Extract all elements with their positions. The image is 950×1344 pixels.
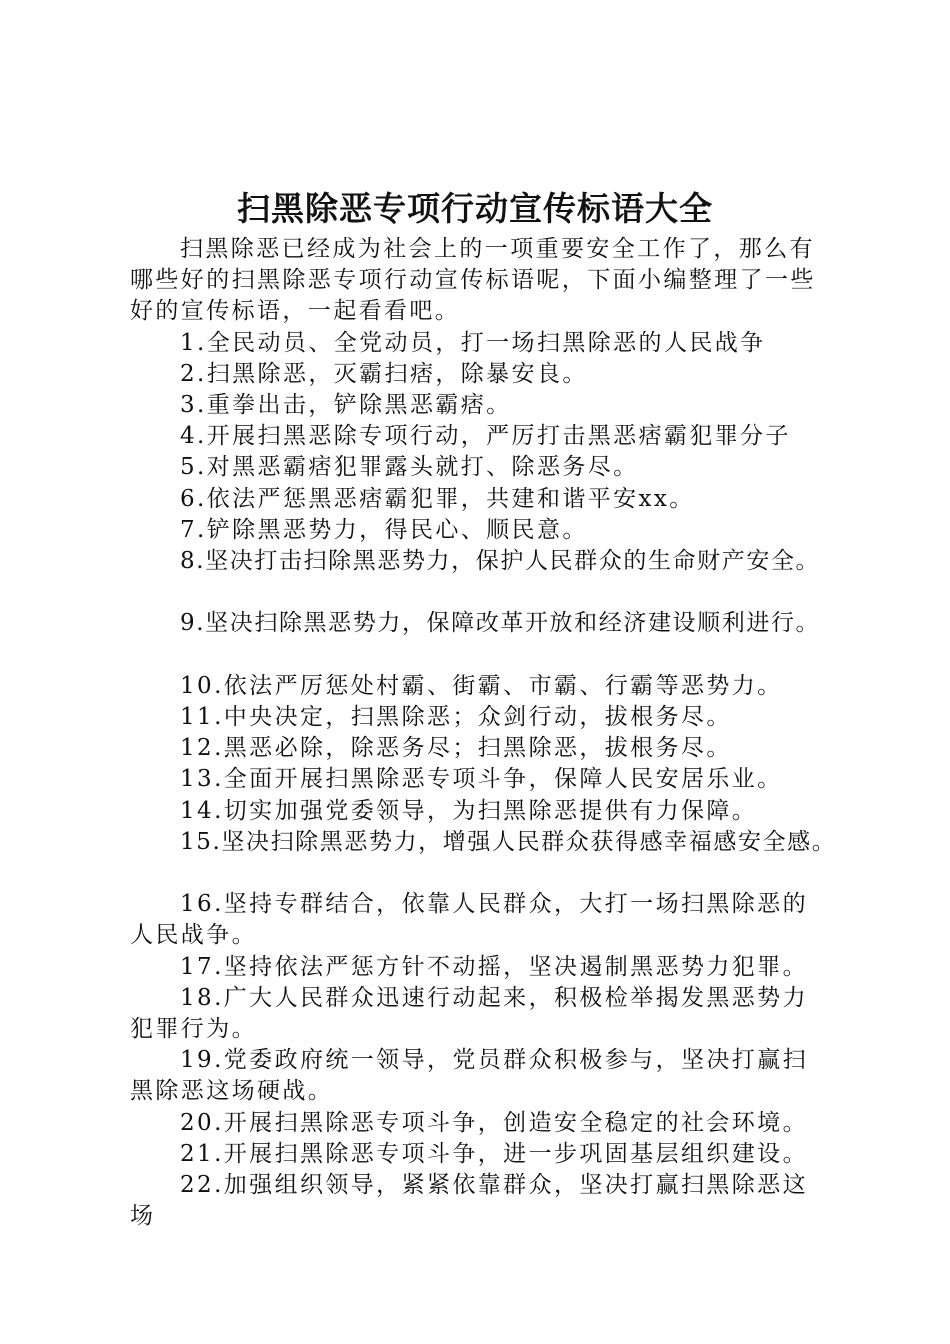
intro-paragraph: 扫黑除恶已经成为社会上的一项重要安全工作了，那么有哪些好的扫黑除恶专项行动宣传标语呢，下面小编整理了一些好的宣传标语，一起看看吧。 [130, 236, 816, 325]
document-title: 扫黑除恶专项行动宣传标语大全 [237, 189, 713, 228]
slogan-item-4: 4.开展扫黑恶除专项行动，严厉打击黑恶痞霸犯罪分子 [180, 423, 791, 450]
slogan-item-6: 6.依法严惩黑恶痞霸犯罪，共建和谐平安xx。 [180, 485, 695, 512]
slogan-item-7: 7.铲除黑恶势力，得民心、顺民意。 [180, 516, 588, 543]
slogan-item-18: 18.广大人民群众迅速行动起来，积极检举揭发黑恶势力犯罪行为。 [130, 984, 808, 1043]
slogan-item-3: 3.重拳出击，铲除黑恶霸痞。 [180, 392, 512, 419]
slogan-item-8: 8.坚决打击扫除黑恶势力，保护人民群众的生命财产安全。 [180, 548, 821, 575]
slogan-item-5: 5.对黑恶霸痞犯罪露头就打、除恶务尽。 [180, 454, 639, 481]
slogan-item-21: 21.开展扫黑除恶专项斗争，进一步巩固基层组织建设。 [180, 1140, 808, 1167]
slogan-item-17: 17.坚持依法严惩方针不动摇，坚决遏制黑恶势力犯罪。 [180, 953, 808, 980]
slogan-item-15: 15.坚决扫除黑恶势力，增强人民群众获得感幸福感安全感。 [180, 828, 837, 855]
slogan-item-1: 1.全民动员、全党动员，打一场扫黑除恶的人民战争 [180, 329, 766, 356]
slogan-item-22: 22.加强组织领导，紧紧依靠群众，坚决打赢扫黑除恶这场 [130, 1172, 808, 1230]
slogan-item-13: 13.全面开展扫黑除恶专项斗争，保障人民安居乐业。 [180, 766, 783, 793]
slogan-item-20: 20.开展扫黑除恶专项斗争，创造安全稳定的社会环境。 [180, 1109, 808, 1136]
slogan-item-14: 14.切实加强党委领导，为扫黑除恶提供有力保障。 [180, 797, 758, 824]
slogan-item-16: 16.坚持专群结合，依靠人民群众，大打一场扫黑除恶的人民战争。 [130, 891, 808, 949]
slogan-item-11: 11.中央决定，扫黑除恶；众剑行动，拔根务尽。 [180, 704, 732, 731]
slogan-item-12: 12.黑恶必除，除恶务尽；扫黑除恶，拔根务尽。 [180, 735, 732, 762]
slogan-item-9: 9.坚决扫除黑恶势力，保障改革开放和经济建设顺利进行。 [180, 610, 821, 637]
document-body [130, 234, 837, 1232]
slogan-item-10: 10.依法严厉惩处村霸、街霸、市霸、行霸等恶势力。 [180, 672, 783, 699]
slogan-item-2: 2.扫黑除恶，灭霸扫痞，除暴安良。 [180, 360, 588, 387]
slogan-item-19: 19.党委政府统一领导，党员群众积极参与，坚决打赢扫黑除恶这场硬战。 [130, 1047, 808, 1105]
